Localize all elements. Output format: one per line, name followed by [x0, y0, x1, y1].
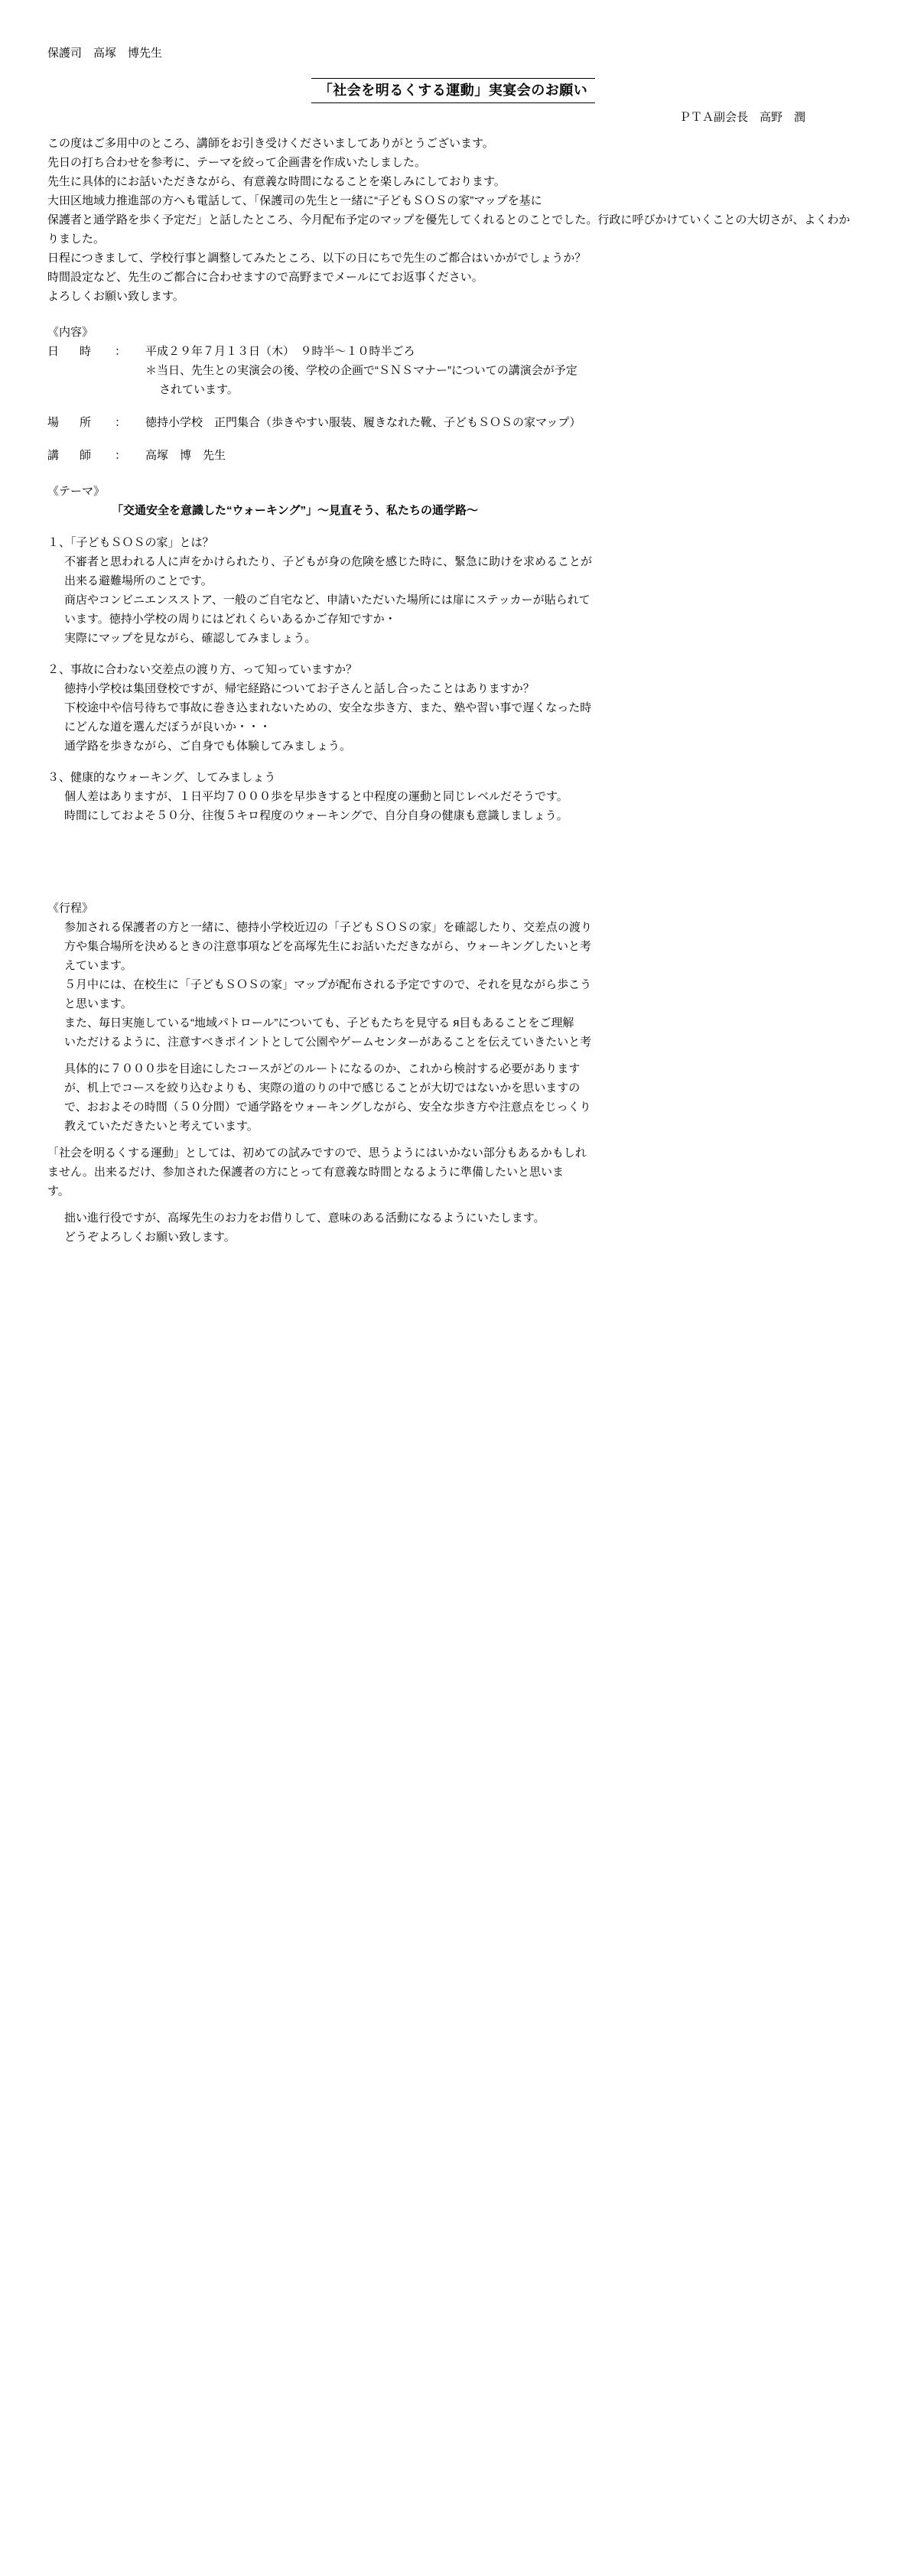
document-body [0, 0, 911, 1247]
item-2-line-1: 徳持小学校は集団登校ですが、帰宅経路についてお子さんと話し合ったことはありますか？ [64, 682, 535, 695]
itinerary-line-2: 方や集合場所を決めるときの注意事項などを高塚先生にお話いただきながら、ウォーキングしたいと考 [64, 940, 591, 953]
intro-line-3: 先生に具体的にお話いただきながら、有意義な時間になることを楽しみにしております。 [47, 175, 506, 188]
item-1-heading: １、「子どもＳＯＳの家」とは？ [47, 536, 214, 549]
closing-line-2: ません。出来るだけ、参加された保護者の方にとって有意義な時間となるように準備したいと思いま [47, 1166, 564, 1179]
intro-line-8: よろしくお願い致します。 [47, 290, 184, 303]
lecturer-colon: ： [115, 449, 127, 462]
lecturer-value: 高塚 博 先生 [145, 449, 226, 462]
item-2-line-2: 下校途中や信号待ちで事故に巻き込まれないための、安全な歩き方、また、塾や習い事で遅くなった時 [64, 701, 592, 714]
item-2-heading: ２、事故に合わない交差点の渡り方、って知っていますか？ [47, 663, 358, 676]
datetime-value: 平成２９年７月１３日（木） ９時半～１０時半ごろ [145, 345, 415, 358]
item-2-line-4: 通学路を歩きながら、ご自身でも体験してみましょう。 [64, 740, 352, 753]
datetime-label: 日 時 [47, 345, 96, 358]
intro-line-1: この度はご多用中のところ、講師をお引き受けくださいましてありがとうございます。 [47, 137, 494, 150]
place-label: 場 所 [47, 416, 96, 429]
itinerary-line-6: また、毎日実施している“地域パトロール”についても、子どもたちを見守る я目もあることをご理解 [64, 1016, 574, 1029]
gap-itinerary [47, 1052, 859, 1059]
lecturer-row [47, 446, 859, 465]
itinerary2-line-3: で、おおよその時間（５０分間）で通学路をウォーキングしながら、安全な歩き方や注意点をじっくり [64, 1101, 591, 1114]
itinerary2-line-2: が、机上でコースを絞り込むよりも、実際の道のりの中で感じることが大切ではないかを思いますの [64, 1081, 581, 1094]
signer: ＰＴＡ副会長 高野 潤 [678, 111, 805, 124]
title-container [47, 78, 859, 103]
intro-line-6: 日程につきまして、学校行事と調整してみたところ、以下の日にちで先生のご都合はいかがでしょうか？ [47, 252, 587, 265]
item-1-line-2: 出来る避難場所のことです。 [64, 574, 213, 587]
theme-heading: 《テーマ》 [47, 485, 106, 498]
place-colon: ： [115, 416, 127, 429]
gap-after-datetime [47, 399, 859, 413]
item-3-line-2: 時間にしておよそ５０分、往復５キロ程度のウォーキングで、自分自身の健康も意識しましょう。 [64, 809, 568, 822]
itinerary-line-3: えています。 [64, 959, 132, 972]
itinerary-line-5: と思います。 [64, 997, 132, 1010]
theme-text: 「交通安全を意識した“ウォーキング”」～見直そう、私たちの通学路～ [112, 504, 478, 517]
closing2-line-2: どうぞよろしくお願い致します。 [64, 1231, 236, 1244]
addressee: 保護司 高塚 博先生 [47, 47, 163, 60]
lecturer-label: 講 師 [47, 449, 96, 462]
page-title: 「社会を明るくする運動」実宴会のお願い [311, 78, 596, 103]
section-spacer [47, 825, 859, 882]
intro-line-5: 保護者と通学路を歩く予定だ」と話したところ、今月配布予定のマップを優先してくれるとのことでした。行政に呼びかけていくことの大切さが、よくわかりました。 [47, 213, 851, 246]
closing-line-3: す。 [47, 1185, 70, 1198]
gap-before-closing2 [47, 1201, 859, 1208]
document-page [0, 0, 911, 1247]
datetime-note-line-1: ＊当日、先生との実演会の後、学校の企画で“ＳＮＳマナー”についての講演会が予定 [145, 364, 578, 377]
datetime-note-line-2: されています。 [159, 383, 239, 396]
item-3-line-1: 個人差はありますが、１日平均７０００歩を早歩きすると中程度の運動と同じレベルだそうです。 [64, 790, 568, 803]
gap-after-place [47, 432, 859, 446]
itinerary2-line-4: 教えていただきたいと考えています。 [64, 1120, 259, 1133]
itinerary-line-4: ５月中には、在校生に「子どもＳＯＳの家」マップが配布される予定ですので、それを見ながら歩こう [64, 978, 592, 991]
intro-line-4: 大田区地域力推進部の方へも電話して、「保護司の先生と一緒に“子どもＳＯＳの家”マップを基に [47, 194, 542, 207]
item-2-line-3: にどんな道を選んだぼうが良いか・・・ [64, 720, 272, 733]
datetime-row [47, 342, 859, 361]
item-1-line-5: 実際にマップを見ながら、確認してみましょう。 [64, 632, 317, 645]
datetime-colon: ： [115, 345, 127, 358]
item-1-line-4: います。徳持小学校の周りにはどれくらいあるかご存知ですか・ [64, 613, 396, 626]
place-row [47, 413, 859, 432]
closing-line-1: 「社会を明るくする運動」としては、初めての試みですので、思うようにはいかない部分もあるかもしれ [47, 1147, 587, 1160]
itinerary2-line-1: 具体的に７０００歩を目途にしたコースがどのルートになるのか、これから検討する必要があります [64, 1062, 581, 1075]
closing2-line-1: 拙い進行役ですが、高塚先生のお力をお借りして、意味のある活動になるようにいたします。 [64, 1212, 545, 1225]
itinerary-line-7: いただけるように、注意すべきポイントとして公園やゲームセンターがあることを伝えていきたいと考 [64, 1036, 592, 1049]
contents-heading: 《内容》 [47, 326, 94, 339]
item-1-line-1: 不審者と思われる人に声をかけられたり、子どもが身の危険を感じた時に、緊急に助けを求めることが [64, 555, 593, 568]
intro-line-7: 時間設定など、先生のご都合に合わせますので高野までメールにてお返事ください。 [47, 271, 483, 284]
intro-line-2: 先日の打ち合わせを参考に、テーマを絞って企画書を作成いたしました。 [47, 156, 427, 169]
gap-before-closing [47, 1136, 859, 1143]
itinerary-heading: 《行程》 [47, 902, 94, 915]
itinerary-line-1: 参加される保護者の方と一緒に、徳持小学校近辺の「子どもＳＯＳの家」を確認したり、交差点の渡り [64, 921, 593, 934]
item-3-heading: ３、健康的なウォーキング、してみましょう [47, 771, 276, 784]
place-value: 徳持小学校 正門集合（歩きやすい服装、履きなれた靴、子どもＳＯＳの家マップ） [145, 416, 581, 429]
item-1-line-3: 商店やコンビニエンスストア、一般のご自宅など、申請いただいた場所には扉にステッカーが貼られて [64, 594, 591, 607]
